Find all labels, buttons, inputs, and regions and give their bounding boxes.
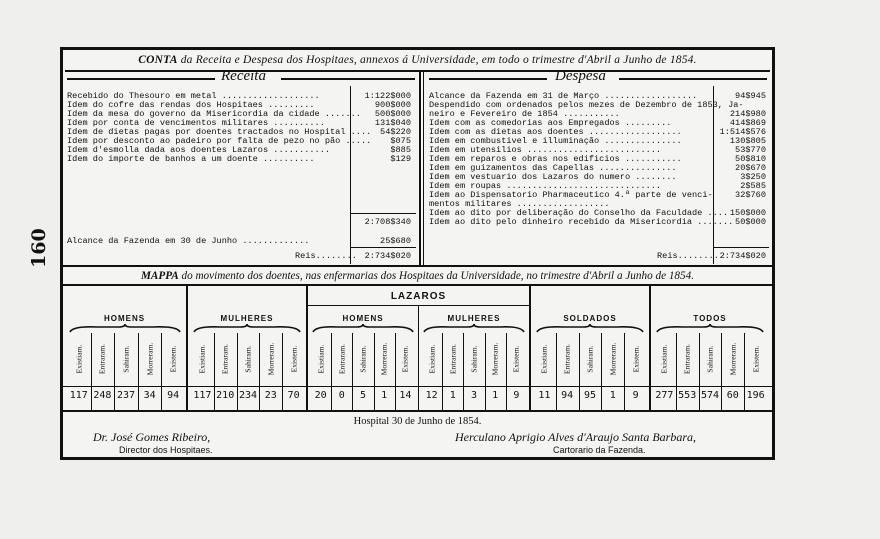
cell-value: 1 <box>381 390 388 401</box>
group-name-soldados: SOLDADOS <box>563 314 617 323</box>
account-frame <box>60 47 775 460</box>
column-header-label: Sahiram. <box>358 345 368 373</box>
column-header <box>163 333 183 385</box>
receita-alcance-value: 25$680 <box>380 236 411 246</box>
receita-alcance-label: Alcance da Fazenda em 30 de Junho ............. <box>67 236 310 246</box>
column-header <box>374 333 394 385</box>
column-header-label: Existem. <box>400 345 410 373</box>
brace-icon <box>656 323 764 333</box>
column-header <box>654 333 674 385</box>
cartorario-name: Herculano Aprigio Alves d'Araujo Santa Barbara, <box>455 430 697 444</box>
column-header <box>506 333 526 385</box>
column-header <box>116 333 136 385</box>
receita-item-label: Idem d'esmolla dada aos doentes Lazaros ........... <box>67 145 331 155</box>
despesa-reis-label: Reis........ <box>657 251 719 261</box>
column-header-label: Existiam. <box>659 344 669 374</box>
receita-item-value: 131$040 <box>374 118 411 128</box>
column-header-label: Morreram. <box>608 342 618 376</box>
despesa-item-value: 32$760 <box>735 190 766 200</box>
receita-item-label: Idem da mesa do governo da Misericordia da cidade ....... <box>67 109 361 119</box>
despesa-item-value: 2$585 <box>740 181 766 191</box>
group-name-lazaros-homens: HOMENS <box>342 314 384 323</box>
column-header <box>284 333 304 385</box>
cell-value: 3 <box>470 390 478 401</box>
column-header-label: Sahiram. <box>705 345 715 373</box>
brace-icon <box>193 323 301 333</box>
column-header <box>140 333 160 385</box>
column-header <box>215 333 235 385</box>
cell-value: 0 <box>338 390 345 401</box>
column-header <box>332 333 352 385</box>
despesa-item-label: Idem em vestuario dos Lazaros do numero ........ <box>429 172 677 182</box>
cell-value: 5 <box>359 390 367 401</box>
column-header <box>626 333 646 385</box>
column-header-label: Existiam. <box>197 344 207 374</box>
cell-value: 248 <box>93 390 112 401</box>
receita-item-label: Idem por conta de vencimentos militares .......... <box>67 118 325 128</box>
column-header <box>485 333 505 385</box>
column-header <box>580 333 600 385</box>
despesa-item-value: 214$980 <box>729 109 766 119</box>
director-role: Director dos Hospitaes. <box>119 445 213 455</box>
column-header-label: Entraram. <box>97 343 107 375</box>
column-header-label: Existiam. <box>427 344 437 374</box>
despesa-item-value: 50$000 <box>735 217 766 227</box>
despesa-item-label: neiro e Fevereiro de 1854 ........... <box>429 109 620 119</box>
column-header <box>238 333 258 385</box>
despesa-total: 2:734$020 <box>719 251 766 261</box>
column-header-label: Entraram. <box>337 343 347 375</box>
column-header-label: Existem. <box>168 345 178 373</box>
column-header <box>69 333 89 385</box>
column-header <box>443 333 463 385</box>
column-header-label: Morreram. <box>728 342 738 376</box>
cell-value: 210 <box>216 390 235 401</box>
despesa-item-value: 50$810 <box>735 154 766 164</box>
column-header <box>395 333 415 385</box>
cell-value: 70 <box>287 390 300 401</box>
cell-value: 94 <box>561 390 574 401</box>
page-number: 160 <box>28 228 50 268</box>
group-name-mulheres: MULHERES <box>220 314 274 323</box>
brace-icon <box>423 323 525 333</box>
despesa-item-value: 20$670 <box>735 163 766 173</box>
receita-item-value: 54$220 <box>380 127 411 137</box>
cell-value: 553 <box>678 390 697 401</box>
despesa-item-label: Idem com as comedorias aos Empregados ......... <box>429 118 672 128</box>
cell-value: 196 <box>746 390 765 401</box>
receita-item-label: Idem por desconto ao padeiro por falta de pezo no pão ..... <box>67 136 372 146</box>
despesa-heading: Despesa <box>555 68 606 84</box>
column-header-label: Existem. <box>631 345 641 373</box>
column-header <box>311 333 331 385</box>
brace-icon <box>536 323 644 333</box>
brace-icon <box>312 323 414 333</box>
group-name-todos: TODOS <box>693 314 727 323</box>
despesa-item-label: Idem em guizamentos das Capellas ............... <box>429 163 677 173</box>
column-header-label: Existem. <box>511 345 521 373</box>
despesa-item-label: mentos militares .................. <box>429 199 610 209</box>
lazaros-box-right <box>529 286 531 306</box>
column-header-label: Existiam. <box>539 344 549 374</box>
cell-value: 1 <box>449 390 456 401</box>
column-header-label: Existem. <box>289 345 299 373</box>
column-header-label: Sahiram. <box>469 345 479 373</box>
cartorario-role: Cartorario da Fazenda. <box>553 445 646 455</box>
group-separator <box>186 286 188 411</box>
values-bottom-rule <box>63 410 772 412</box>
cell-value: 574 <box>700 390 720 401</box>
receita-item-label: Idem do importe de banhos a um doente .......... <box>67 154 315 164</box>
cell-value: 94 <box>167 390 180 401</box>
column-header <box>192 333 212 385</box>
cell-value: 117 <box>193 390 212 401</box>
despesa-item-value: 414$869 <box>729 118 766 128</box>
column-header <box>92 333 112 385</box>
cell-value: 9 <box>513 390 520 401</box>
cell-value: 9 <box>632 390 639 401</box>
column-header-label: Morreram. <box>145 342 155 376</box>
mappa-table <box>63 50 772 463</box>
lazaros-label: LAZAROS <box>390 291 447 302</box>
despesa-item-label: Alcance da Fazenda em 31 de Março .................. <box>429 91 698 101</box>
cell-value: 277 <box>655 390 674 401</box>
receita-item-label: Idem do cofre das rendas dos Hospitaes ......... <box>67 100 315 110</box>
column-header-label: Existem. <box>751 345 761 373</box>
conta-title-prefix: CONTA <box>138 54 178 66</box>
column-header-label: Morreram. <box>379 342 389 376</box>
column-header <box>723 333 743 385</box>
column-header <box>603 333 623 385</box>
column-header-label: Sahiram. <box>243 345 253 373</box>
column-header <box>261 333 281 385</box>
column-header-label: Morreram. <box>490 342 500 376</box>
column-header-label: Entraram. <box>220 343 230 375</box>
receita-reis-label: Reis........ <box>295 251 357 261</box>
director-name: Dr. José Gomes Ribeiro, <box>93 430 211 444</box>
cell-value: 34 <box>143 390 156 401</box>
cell-value: 14 <box>399 390 412 401</box>
cell-value: 117 <box>69 390 88 401</box>
despesa-item-label: Idem em reparos e obras nos edificios ........... <box>429 154 682 164</box>
group-name-lazaros-mulheres: MULHERES <box>447 314 501 323</box>
column-header-label: Existiam. <box>74 344 84 374</box>
receita-item-value: $885 <box>390 145 411 155</box>
despesa-item-label: Idem em utensilios .......................... <box>429 145 662 155</box>
column-header-label: Entraram. <box>682 343 692 375</box>
column-header-label: Entraram. <box>562 343 572 375</box>
receita-item-label: Idem de dietas pagas por doentes tractados no Hospital .... <box>67 127 372 137</box>
column-header <box>746 333 766 385</box>
footer-date: Hospital 30 de Junho de 1854. <box>353 416 482 427</box>
receita-item-value: $129 <box>390 154 411 164</box>
brace-icon <box>69 323 181 333</box>
column-header <box>677 333 697 385</box>
cell-value: 1 <box>492 390 499 401</box>
cell-value: 237 <box>116 390 136 401</box>
despesa-item-value: 130$805 <box>729 136 766 146</box>
column-header-label: Morreram. <box>266 342 276 376</box>
despesa-item-label: Idem ao dito por deliberação do Conselho da Faculdade .... <box>429 208 729 218</box>
cell-value: 12 <box>425 390 438 401</box>
cell-value: 1 <box>609 390 616 401</box>
mappa-title-prefix: MAPPA <box>140 270 179 282</box>
cell-value: 11 <box>538 390 551 401</box>
cell-value: 20 <box>314 390 327 401</box>
cell-value: 234 <box>238 390 258 401</box>
despesa-item-value: 53$770 <box>735 145 766 155</box>
group-name-homens: HOMENS <box>103 314 146 323</box>
receita-subtotal: 2:708$340 <box>364 217 411 227</box>
despesa-item-value: 1:514$576 <box>719 127 766 137</box>
despesa-item-label: Idem em combustivel e illuminação ............... <box>429 136 682 146</box>
receita-item-value: 500$000 <box>374 109 411 119</box>
column-header-label: Existiam. <box>316 344 326 374</box>
receita-item-value: 1:122$000 <box>364 91 411 101</box>
column-header <box>464 333 484 385</box>
despesa-item-label: Idem ao Dispensatorio Pharmaceutico 4.ª parte de venci- <box>429 190 713 200</box>
cell-value: 60 <box>726 390 739 401</box>
column-header <box>422 333 442 385</box>
despesa-item-value: 94$945 <box>735 91 766 101</box>
column-header-label: Sahiram. <box>585 345 595 373</box>
column-header <box>534 333 554 385</box>
cell-value: 95 <box>583 390 597 401</box>
header-bottom-rule <box>63 386 772 387</box>
receita-total: 2:734$020 <box>364 251 411 261</box>
column-header <box>557 333 577 385</box>
column-header <box>353 333 373 385</box>
cell-value: 23 <box>264 390 277 401</box>
column-header-label: Entraram. <box>448 343 458 375</box>
receita-item-value: $075 <box>390 136 411 146</box>
despesa-item-label: Idem ao dito pelo dinheiro recebido da Misericordia ....... <box>429 217 734 227</box>
column-header <box>700 333 720 385</box>
mappa-title-rest: do movimento dos doentes, nas enfermarias dos Hospitaes da Universidade, no trimestre d'Abril a Junho de 1854. <box>178 270 695 282</box>
despesa-item-label: Despendido com ordenados pelos mezes de Dezembro de 1853, Ja- <box>429 100 744 110</box>
receita-heading: Receita <box>221 68 266 84</box>
despesa-item-label: Idem em roupas .............................. <box>429 181 662 191</box>
despesa-item-label: Idem com as dietas aos doentes .................. <box>429 127 682 137</box>
receita-item-value: 900$000 <box>374 100 411 110</box>
column-header-label: Sahiram. <box>121 345 131 373</box>
receita-item-label: Recebido do Thesouro em metal ................... <box>67 91 320 101</box>
conta-title-rest: da Receita e Despesa dos Hospitaes, annexos á Universidade, em todo o trimestre d'Abril a Junho de 1854. <box>177 54 697 66</box>
despesa-item-value: 3$250 <box>740 172 766 182</box>
despesa-item-value: 150$000 <box>729 208 766 218</box>
